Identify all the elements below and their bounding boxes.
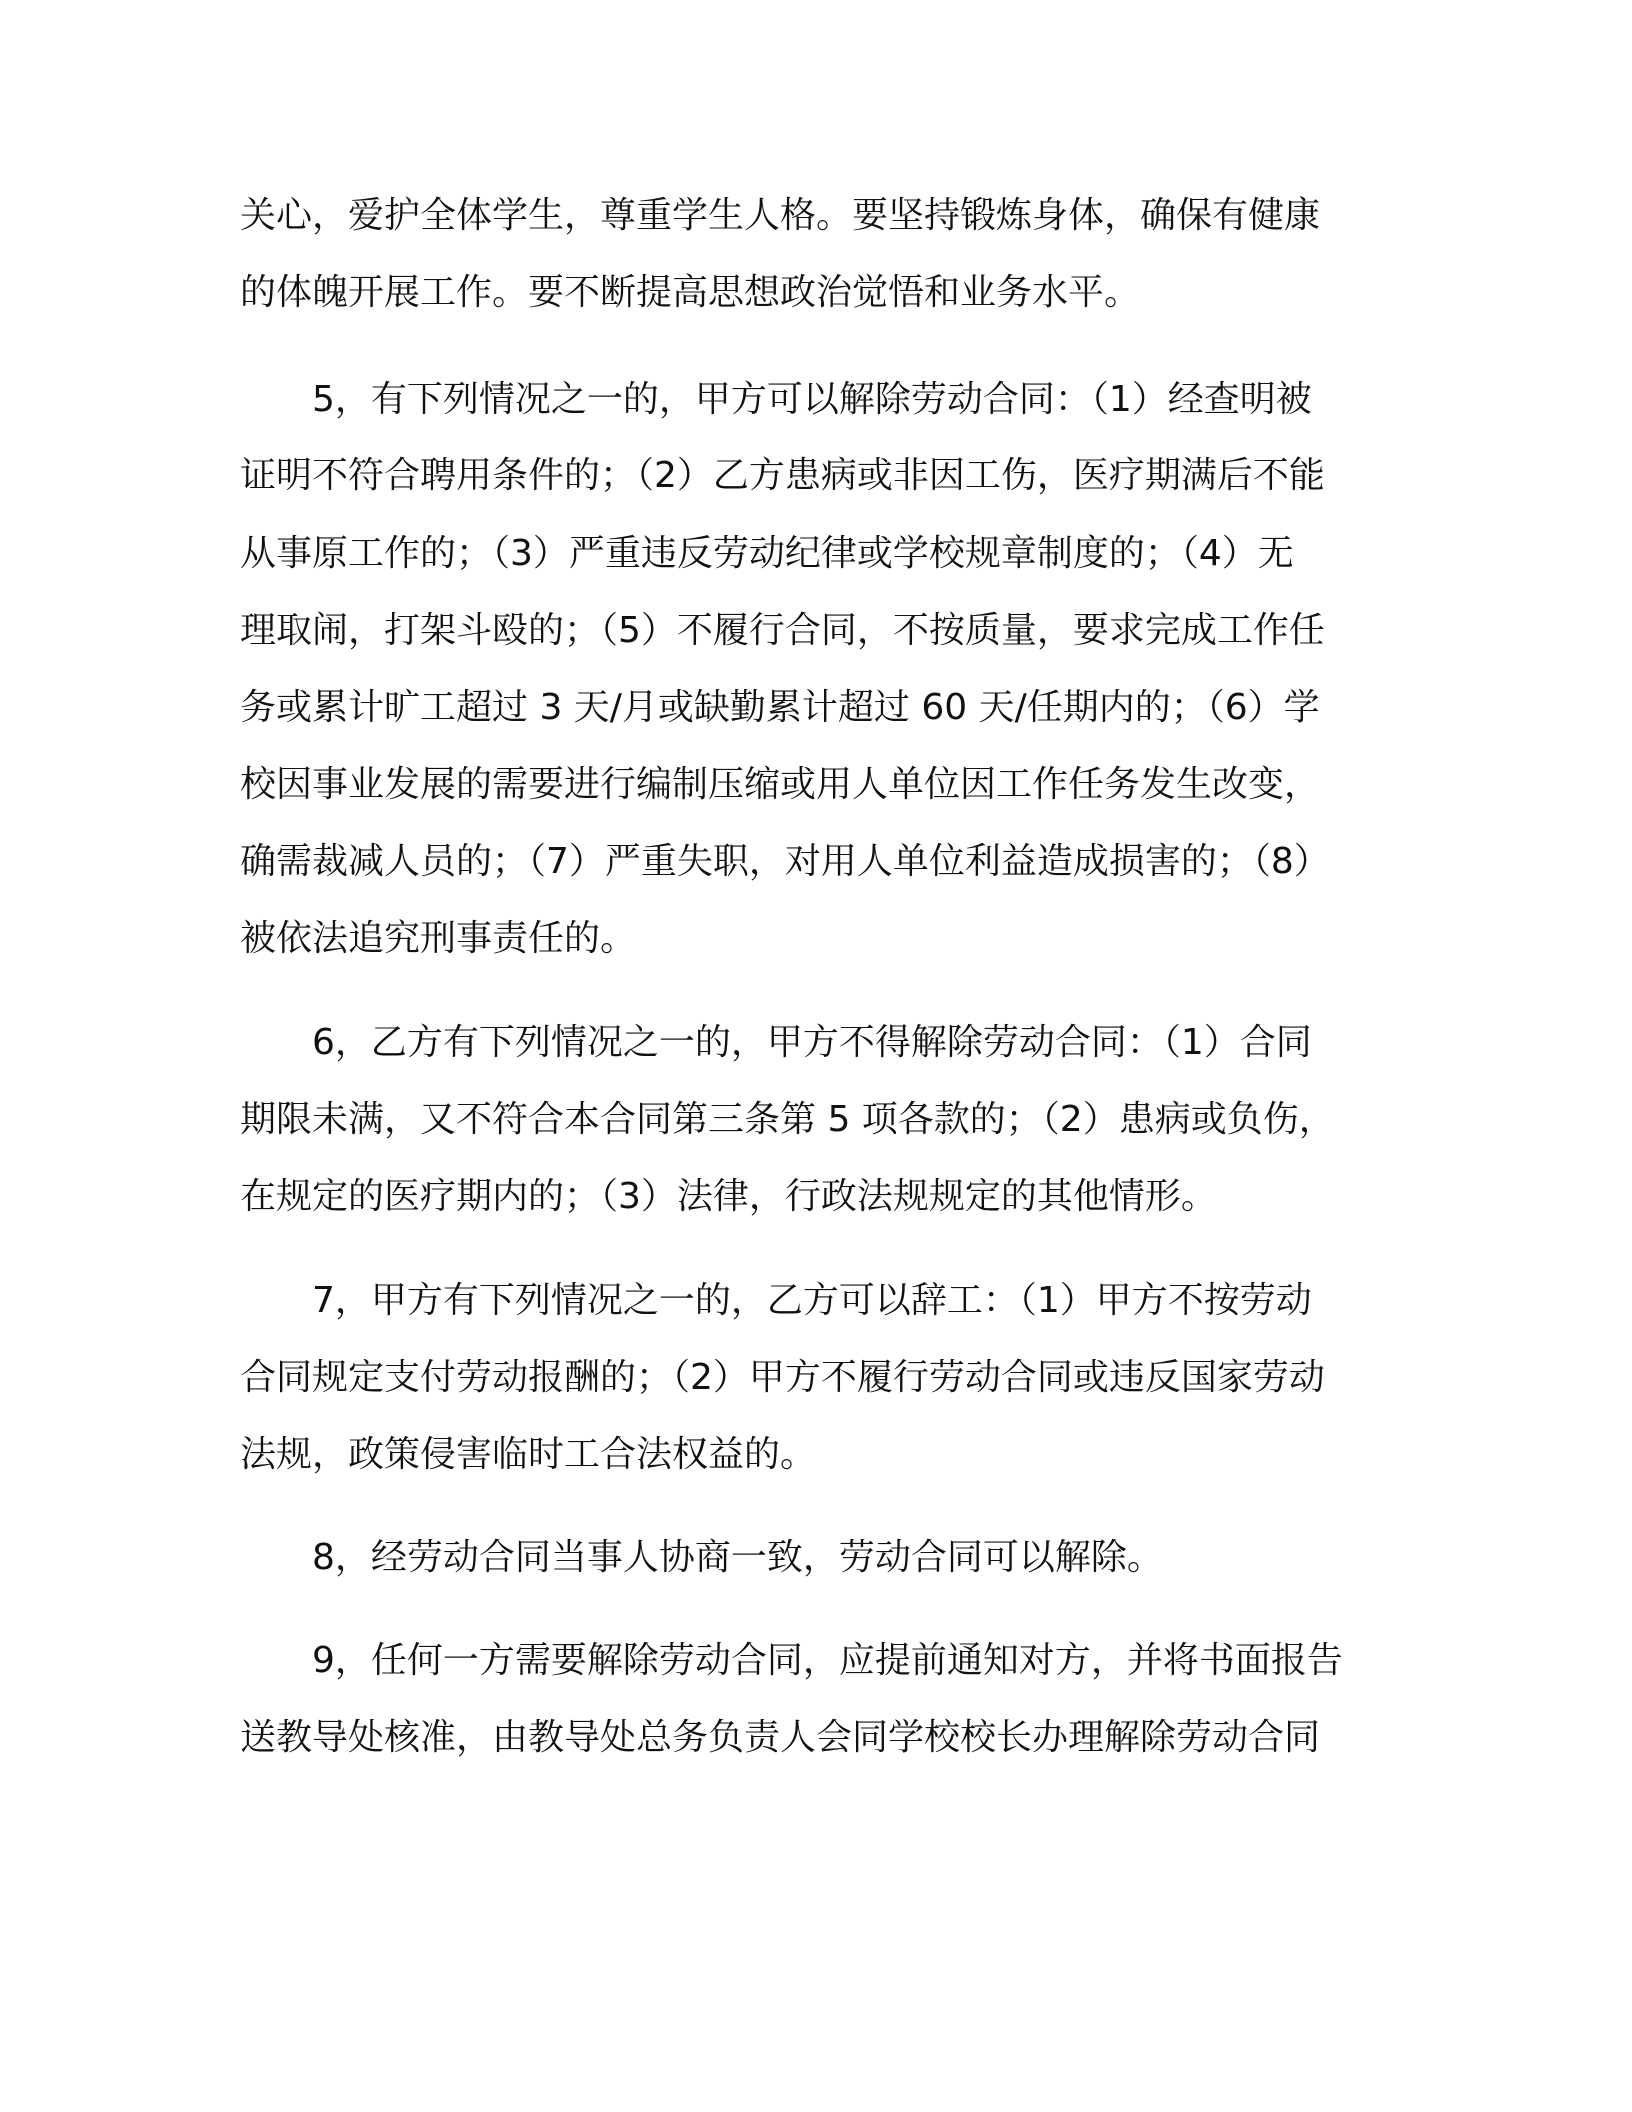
paragraph-line: 法规，政策侵害临时工合法权益的。 <box>240 1434 817 1475</box>
paragraph-line: 7，甲方有下列情况之一的，乙方可以辞工：（1）甲方不按劳动 <box>312 1280 1312 1321</box>
paragraph-line: 在规定的医疗期内的；（3）法律，行政法规规定的其他情形。 <box>240 1176 1217 1217</box>
paragraph-line: 期限未满，又不符合本合同第三条第 5 项各款的；（2）患病或负伤， <box>240 1099 1335 1140</box>
paragraph-line: 证明不符合聘用条件的；（2）乙方患病或非因工伤，医疗期满后不能 <box>240 455 1325 496</box>
paragraph-line: 合同规定支付劳动报酬的；（2）甲方不履行劳动合同或违反国家劳动 <box>240 1357 1325 1398</box>
paragraph-line: 9，任何一方需要解除劳动合同，应提前通知对方，并将书面报告 <box>312 1640 1343 1681</box>
paragraph-line: 送教导处核准，由教导处总务负责人会同学校校长办理解除劳动合同 <box>240 1717 1321 1758</box>
paragraph-line: 校因事业发展的需要进行编制压缩或用人单位因工作任务发生改变， <box>240 764 1321 805</box>
paragraph-line: 6，乙方有下列情况之一的，甲方不得解除劳动合同：（1）合同 <box>312 1022 1312 1063</box>
paragraph-line: 的体魄开展工作。要不断提高思想政治觉悟和业务水平。 <box>240 272 1141 313</box>
paragraph-line: 8，经劳动合同当事人协商一致，劳动合同可以解除。 <box>312 1537 1163 1578</box>
paragraph-line: 务或累计旷工超过 3 天/月或缺勤累计超过 60 天/任期内的；（6）学 <box>240 687 1320 728</box>
paragraph-line: 确需裁减人员的；（7）严重失职，对用人单位利益造成损害的；（8） <box>240 841 1330 882</box>
paragraph-line: 5，有下列情况之一的，甲方可以解除劳动合同：（1）经查明被 <box>312 379 1312 420</box>
paragraph-line: 理取闹，打架斗殴的；（5）不履行合同，不按质量，要求完成工作任 <box>240 610 1325 651</box>
paragraph-line: 关心，爱护全体学生，尊重学生人格。要坚持锻炼身体，确保有健康 <box>240 195 1321 236</box>
paragraph-line: 从事原工作的；（3）严重违反劳动纪律或学校规章制度的；（4）无 <box>240 533 1294 574</box>
paragraph-line: 被依法追究刑事责任的。 <box>240 918 637 959</box>
